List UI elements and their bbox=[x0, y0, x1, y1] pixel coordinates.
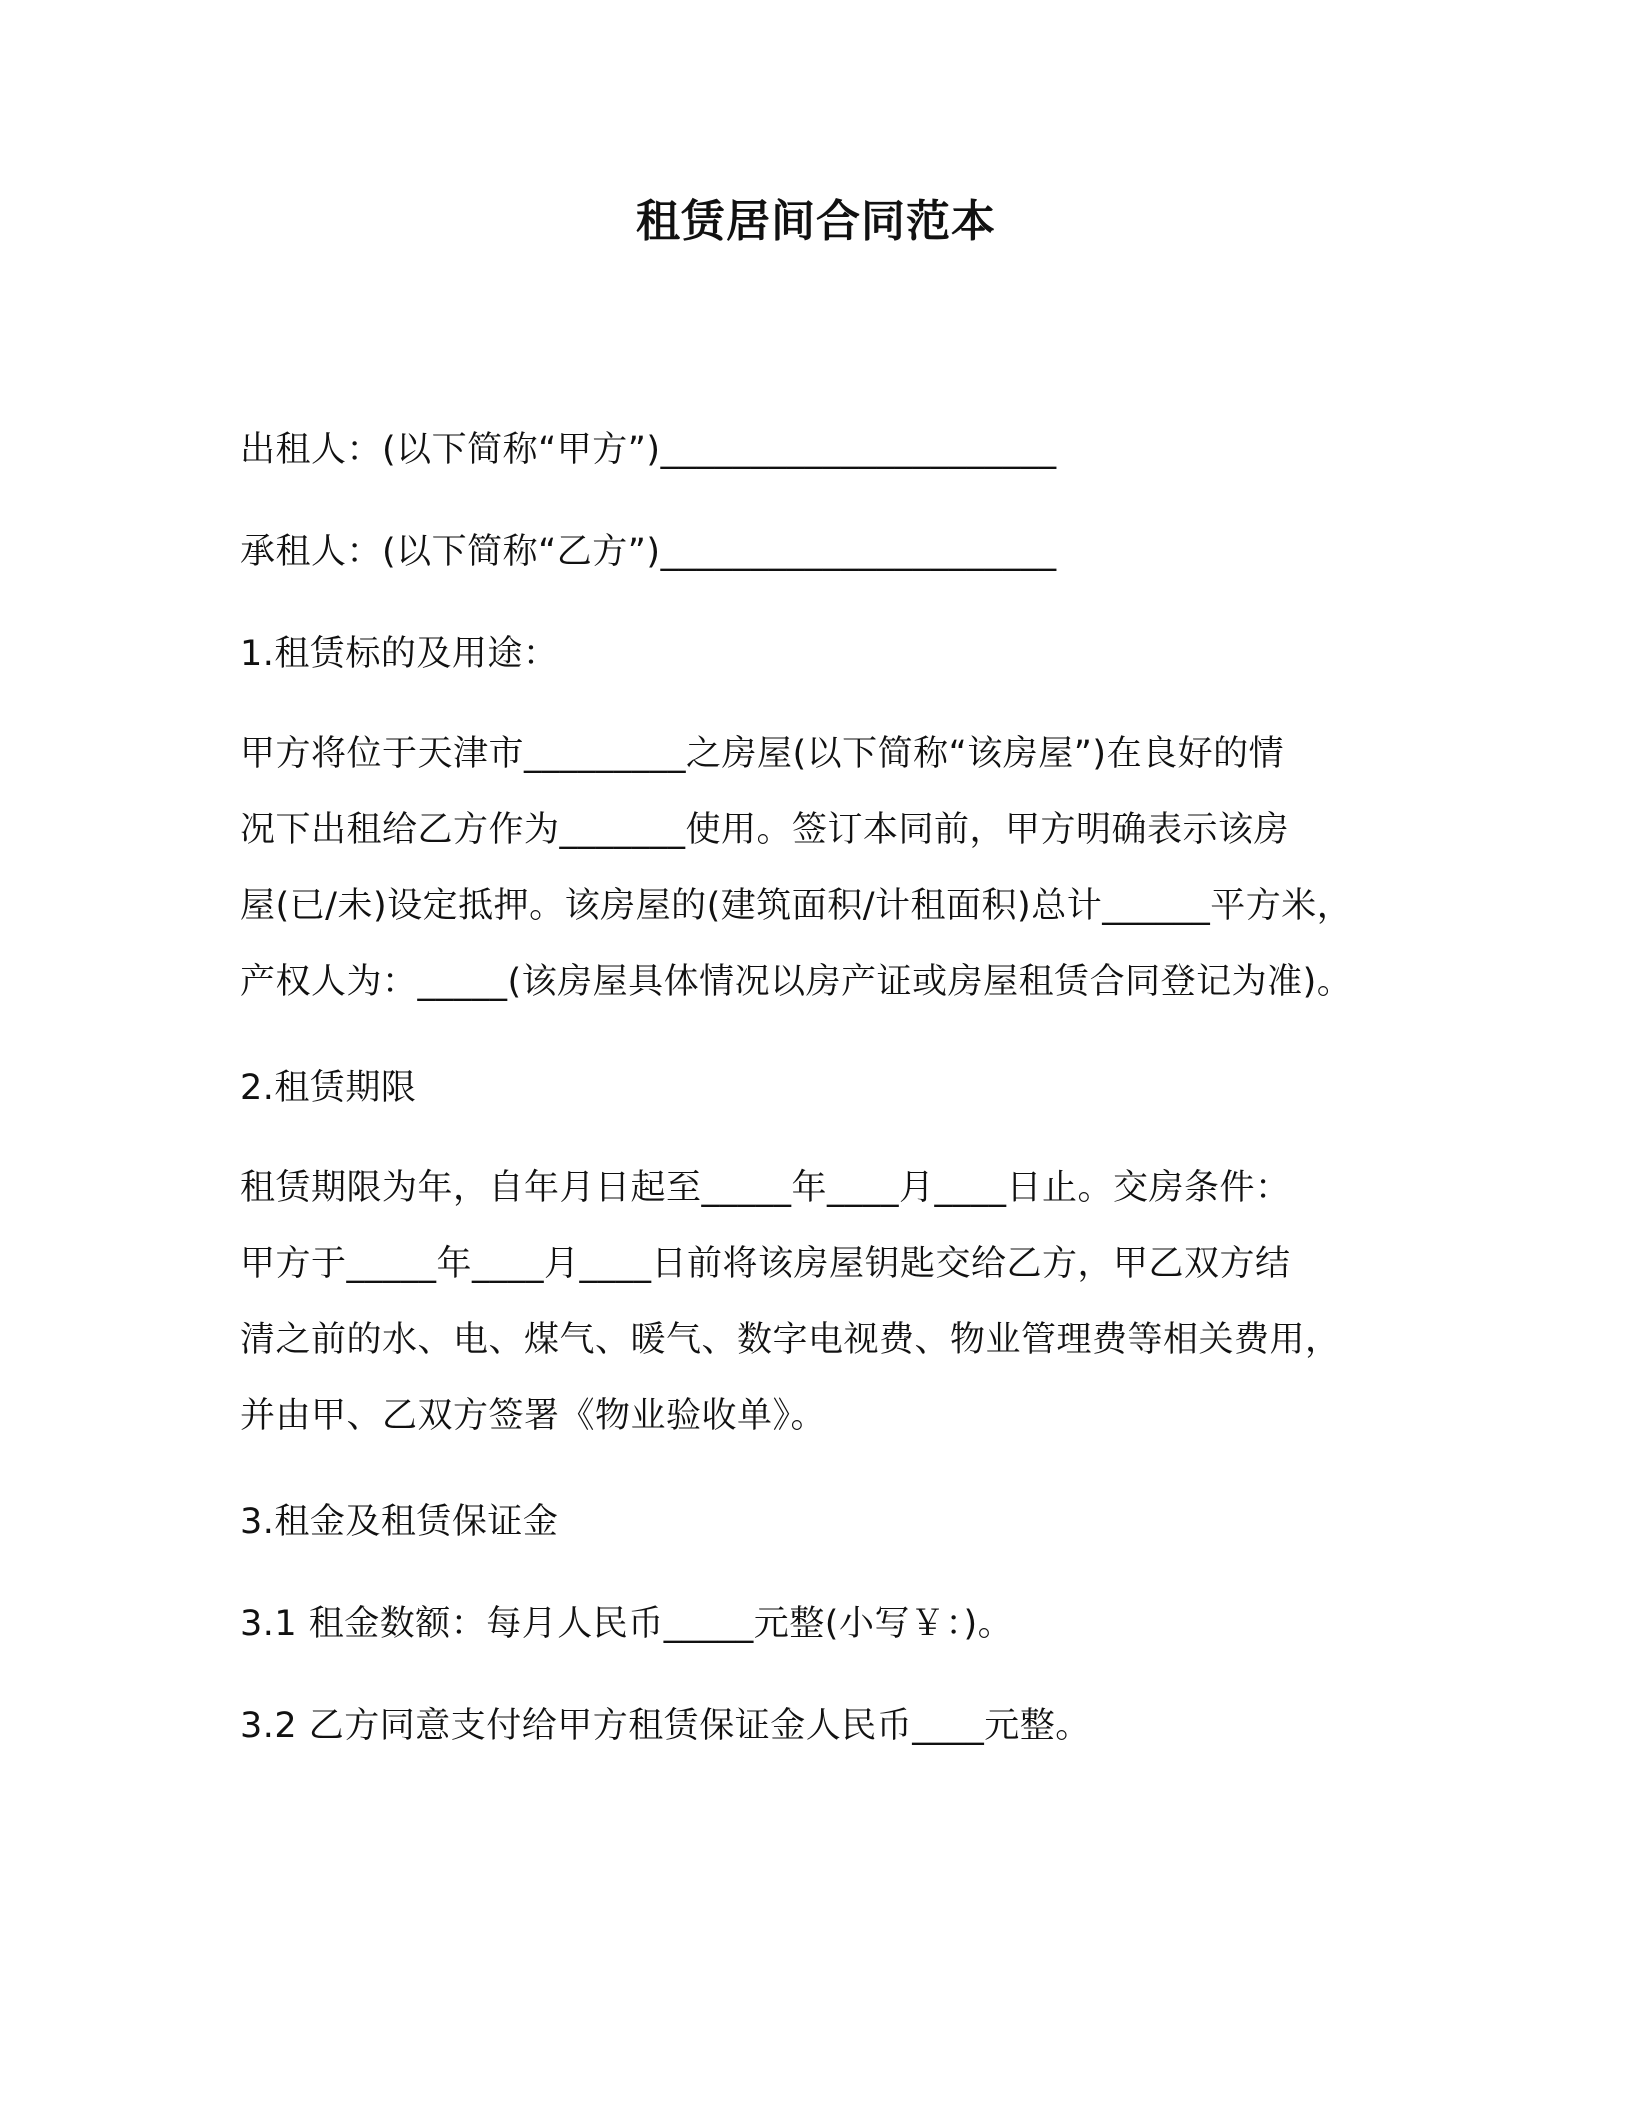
section-2-text-line: 租赁期限为年，自年月日起至_____年____月____日止。交房条件： bbox=[240, 1168, 1291, 1208]
section-2-heading: 2.租赁期限 bbox=[240, 1068, 417, 1108]
section-2-text-line: 清之前的水、电、煤气、暖气、数字电视费、物业管理费等相关费用， bbox=[240, 1320, 1341, 1360]
lessee-line: 承租人：(以下简称“乙方”)______________________ bbox=[240, 532, 1057, 572]
section-1-text-line: 况下出租给乙方作为_______使用。签订本同前，甲方明确表示该房 bbox=[240, 810, 1290, 850]
section-1-text-line: 甲方将位于天津市_________之房屋(以下简称“该房屋”)在良好的情 bbox=[240, 734, 1285, 774]
section-1-text-line: 产权人为：_____(该房屋具体情况以房产证或房屋租赁合同登记为准)。 bbox=[240, 962, 1353, 1002]
section-2-text-line: 甲方于_____年____月____日前将该房屋钥匙交给乙方，甲乙双方结 bbox=[240, 1244, 1291, 1284]
section-1-text-line: 屋(已/未)设定抵押。该房屋的(建筑面积/计租面积)总计______平方米， bbox=[240, 886, 1353, 926]
section-3-heading: 3.租金及租赁保证金 bbox=[240, 1502, 559, 1542]
section-1-heading: 1.租赁标的及用途： bbox=[240, 634, 559, 674]
page-title: 租赁居间合同范本 bbox=[636, 196, 996, 247]
lessor-line: 出租人：(以下简称“甲方”)______________________ bbox=[240, 430, 1057, 470]
clause-3-2: 3.2 乙方同意支付给甲方租赁保证金人民币____元整。 bbox=[240, 1706, 1091, 1746]
section-2-text-line: 并由甲、乙双方签署《物业验收单》。 bbox=[240, 1396, 827, 1436]
clause-3-1: 3.1 租金数额：每月人民币_____元整(小写￥：)。 bbox=[240, 1604, 1014, 1644]
